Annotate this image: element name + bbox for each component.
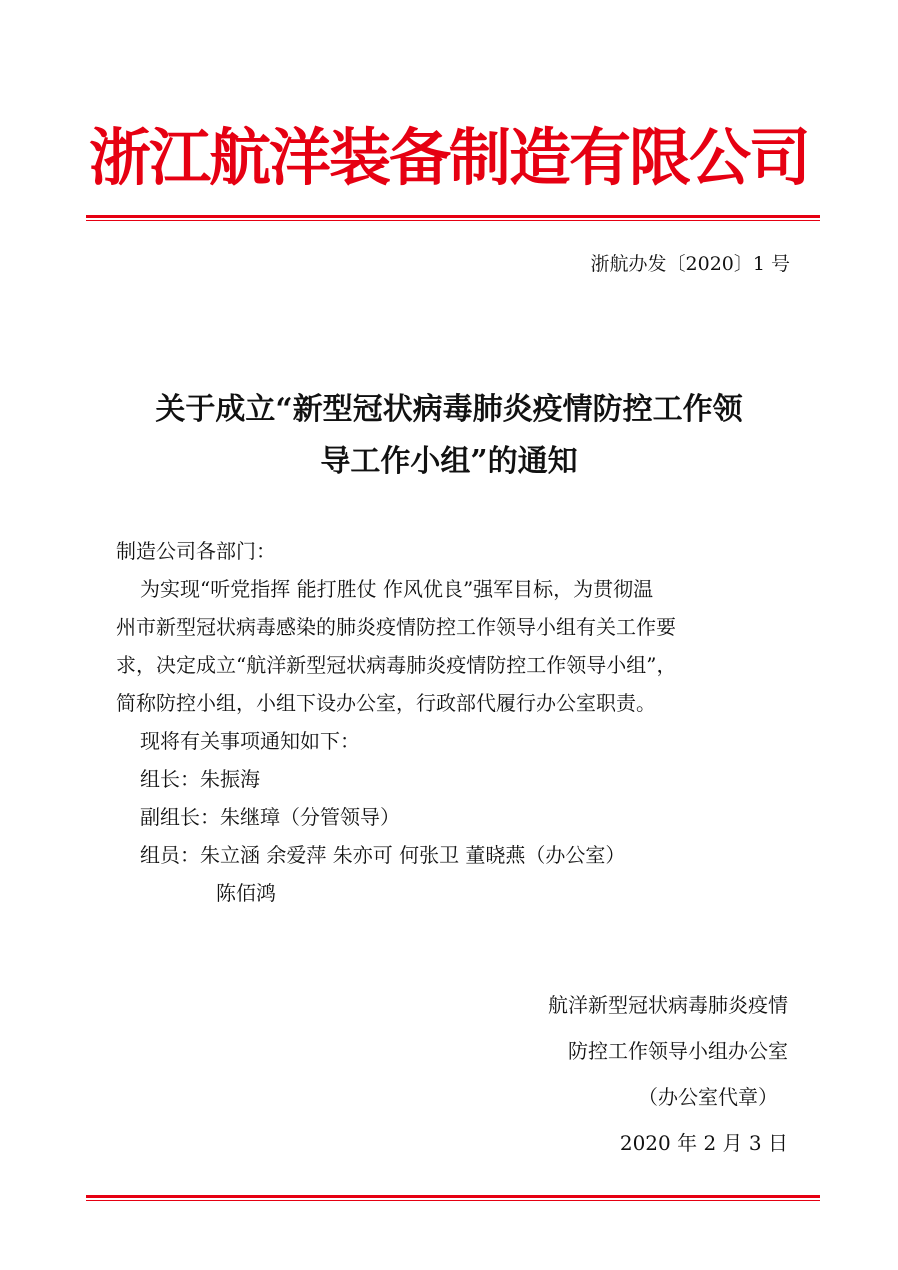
members-line-continued: 陈佰鸿 — [216, 881, 276, 905]
deputy-leader-line: 副组长：朱继璋（分管领导） — [140, 805, 400, 829]
header-divider — [86, 215, 820, 221]
title-line-1: 关于成立“新型冠状病毒肺炎疫情防控工作领 — [155, 392, 743, 427]
members-line: 组员：朱立涵 余爱萍 朱亦可 何张卫 董晓燕（办公室） — [140, 843, 626, 867]
document-date: 2020 年 2 月 3 日 — [619, 1131, 788, 1155]
leader-line: 组长：朱振海 — [140, 767, 260, 791]
paragraph-line: 简称防控小组，小组下设办公室，行政部代履行办公室职责。 — [116, 691, 656, 715]
main-paragraph — [116, 570, 806, 608]
paragraph-line: 为实现“听党指挥 能打胜仗 作风优良”强军目标，为贯彻温 — [140, 577, 654, 601]
document-title — [86, 384, 812, 488]
notice-intro: 现将有关事项通知如下： — [140, 729, 360, 753]
signature-line-1: 航洋新型冠状病毒肺炎疫情 — [548, 993, 788, 1017]
org-name-header: 浙江航洋装备制造有限公司 — [88, 121, 809, 194]
salutation: 制造公司各部门： — [116, 539, 276, 563]
title-line-2: 导工作小组”的通知 — [320, 444, 578, 479]
signature-line-2: 防控工作领导小组办公室 — [568, 1039, 788, 1063]
signature-block — [548, 982, 788, 1166]
seal-note: （办公室代章） — [638, 1085, 778, 1109]
paragraph-line: 州市新型冠状病毒感染的肺炎疫情防控工作领导小组有关工作要 — [116, 615, 676, 639]
document-body — [116, 532, 806, 912]
footer-divider — [86, 1195, 820, 1201]
paragraph-line: 求，决定成立“航洋新型冠状病毒肺炎疫情防控工作领导小组”， — [116, 653, 677, 677]
document-number: 浙航办发〔2020〕1 号 — [590, 253, 790, 275]
